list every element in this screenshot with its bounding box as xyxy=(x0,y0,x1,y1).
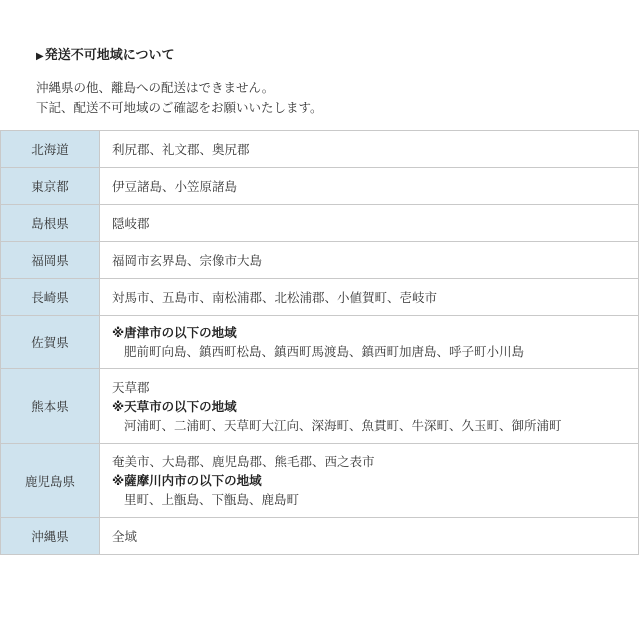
area-detail-cell xyxy=(100,168,639,205)
area-line: 伊豆諸島、小笠原諸島 xyxy=(112,178,238,194)
intro-line-1: 沖縄県の他、離島への配送はできません。 xyxy=(36,80,275,95)
area-detail-cell xyxy=(100,369,639,444)
prefecture-cell: 鹿児島県 xyxy=(1,444,100,518)
area-line: 肥前町向島、鎮西町松島、鎮西町馬渡島、鎮西町加唐島、呼子町小川島 xyxy=(124,344,525,359)
area-line: 天草郡 xyxy=(112,379,150,395)
section-heading-text: 発送不可地域について xyxy=(44,48,175,63)
area-row xyxy=(1,242,639,279)
area-row xyxy=(1,444,639,518)
area-note-line: ※唐津市の以下の地域 xyxy=(112,325,237,340)
area-line: 利尻郡、礼文郡、奥尻郡 xyxy=(112,141,250,157)
area-detail-cell xyxy=(100,242,639,279)
area-detail-cell xyxy=(100,444,639,518)
section-heading xyxy=(36,44,174,63)
area-detail-cell xyxy=(100,518,639,555)
area-detail-cell xyxy=(100,205,639,242)
prefecture-cell: 東京都 xyxy=(1,168,100,205)
area-line: 対馬市、五島市、南松浦郡、北松浦郡、小値賀町、壱岐市 xyxy=(112,289,438,305)
area-line: 河浦町、二浦町、天草町大江向、深海町、魚貫町、牛深町、久玉町、御所浦町 xyxy=(124,417,562,433)
area-row xyxy=(1,168,639,205)
area-note-line: ※天草市の以下の地域 xyxy=(112,398,237,414)
areas-table-body xyxy=(1,131,639,555)
intro-line-2: 下記、配送不可地域のご確認をお願いいたします。 xyxy=(36,100,323,115)
prefecture-cell: 福岡県 xyxy=(1,242,100,279)
prefecture-cell: 長崎県 xyxy=(1,279,100,316)
area-detail-cell xyxy=(100,279,639,316)
area-row xyxy=(1,518,639,555)
area-line: 全域 xyxy=(112,528,138,544)
area-line: 里町、上甑島、下甑島、鹿島町 xyxy=(124,492,300,507)
triangle-marker-icon: ▶ xyxy=(36,51,44,62)
area-row xyxy=(1,369,639,444)
prefecture-cell: 佐賀県 xyxy=(1,316,100,369)
area-line: 隠岐郡 xyxy=(112,215,150,231)
area-detail-cell xyxy=(100,131,639,168)
prefecture-cell: 島根県 xyxy=(1,205,100,242)
area-row xyxy=(1,316,639,369)
prefecture-cell: 熊本県 xyxy=(1,369,100,444)
prefecture-cell: 沖縄県 xyxy=(1,518,100,555)
area-row xyxy=(1,279,639,316)
undeliverable-areas-table xyxy=(0,130,639,555)
area-row xyxy=(1,205,639,242)
area-note-line: ※薩摩川内市の以下の地域 xyxy=(112,473,262,488)
prefecture-cell: 北海道 xyxy=(1,131,100,168)
area-row xyxy=(1,131,639,168)
area-line: 福岡市玄界島、宗像市大島 xyxy=(112,252,263,268)
intro-text xyxy=(36,78,323,118)
area-detail-cell xyxy=(100,316,639,369)
area-line: 奄美市、大島郡、鹿児島郡、熊毛郡、西之表市 xyxy=(112,454,375,469)
